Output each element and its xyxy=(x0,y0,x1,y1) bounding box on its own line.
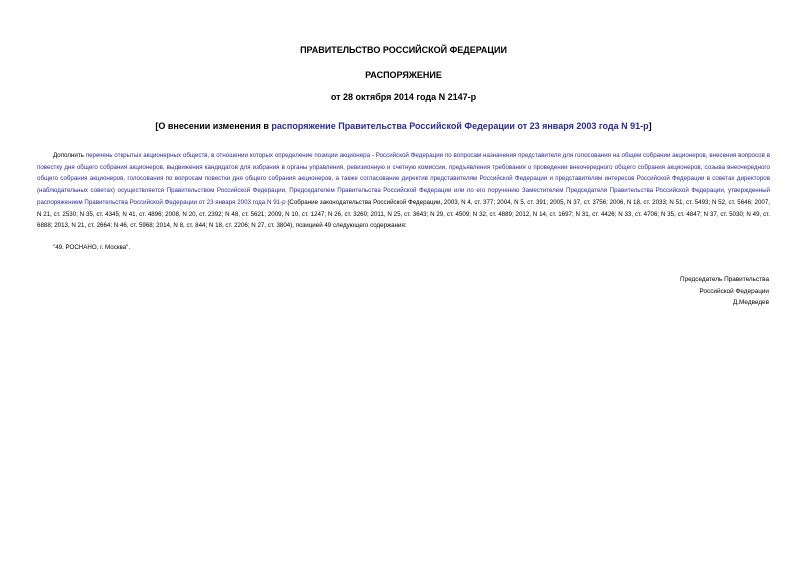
amendment-close: ] xyxy=(648,121,652,131)
amendment-open: [О внесении изменения в xyxy=(155,121,272,131)
body-intro: Дополнить xyxy=(53,152,86,159)
signature-line-1: Председатель Правительства xyxy=(680,276,769,283)
signature-name: Д.Медведев xyxy=(732,299,769,307)
amendment-link[interactable]: распоряжение Правительства Российской Федерации от 23 января 2003 года N 91-р xyxy=(271,121,649,131)
list-link[interactable]: перечень открытых акционерных обществ, в отношении которых определение позиции акционера - Российской Федерации по вопросам назначения представителя для голосования на общем собрании акционеров, внесения вопросов в повестку дня общего собрания акционеров, выдвижения кандидатов для избрания в органы управления, ревизионную и счетную комиссии, предъявления требования о проведении внеочередного общего собрания акционеров, созыва внеочередного общего собрания акционеров, голосования по вопросам повестки дня общего собрания акционеров, а также согласование директив представителям Российской Федерации и представителям интересов Российской Федерации в советах директоров (наблюдательных советах) осуществляется Правительством Российской Федерации, Председателем Правительства Российской Федерации или по его поручению Заместителем Председателя Правительства Российской Федерации, утвержденный распоряжением Правительства Российской Федерации от 23 января 2003 года N 91-р xyxy=(37,152,770,206)
document-type: РАСПОРЯЖЕНИЕ xyxy=(365,70,442,80)
signature-block xyxy=(680,274,769,309)
new-position-item: "49. РОСНАНО, г. Москва". xyxy=(53,244,131,251)
body-citations: (Собрание законодательства Российской Федерации, 2003, N 4, ст. 377; 2004, N 5, ст. 391; 2005, N 37, ст. 3756; 2006, N 18, ст. 2033; N 51, ст. 5493; N 52, ст. 5646; 2007, N 21, ст. 2530; N 35, ст. 4345; N 41, ст. 4896; 2008, N 20, ст. 2392; N 48, ст. 5621; 2009, N 10, ст. 1247; N 26, ст. 3260; 2011, N 25, ст. 3643; N 29, ст. 4509; N 32, ст. 4889; 2012, N 14, ст. 1697; N 31, ст. 4426; N 33, ст. 4706; N 35, ст. 4847; N 37, ст. 5030; N 49, ст. 6888; 2013, N 21, ст. 2664; N 46, ст. 5968; 2014, N 8, ст. 844; N 18, ст. 2206; N 27, ст. 3804), позицией 49 следующего содержания: xyxy=(37,198,770,230)
signature-line-2: Российской Федерации xyxy=(699,287,769,295)
document-date-number: от 28 октября 2014 года N 2147-р xyxy=(330,92,477,102)
body-paragraph xyxy=(37,150,770,232)
government-title: ПРАВИТЕЛЬСТВО РОССИЙСКОЙ ФЕДЕРАЦИИ xyxy=(300,45,507,55)
amendment-title xyxy=(0,121,807,131)
